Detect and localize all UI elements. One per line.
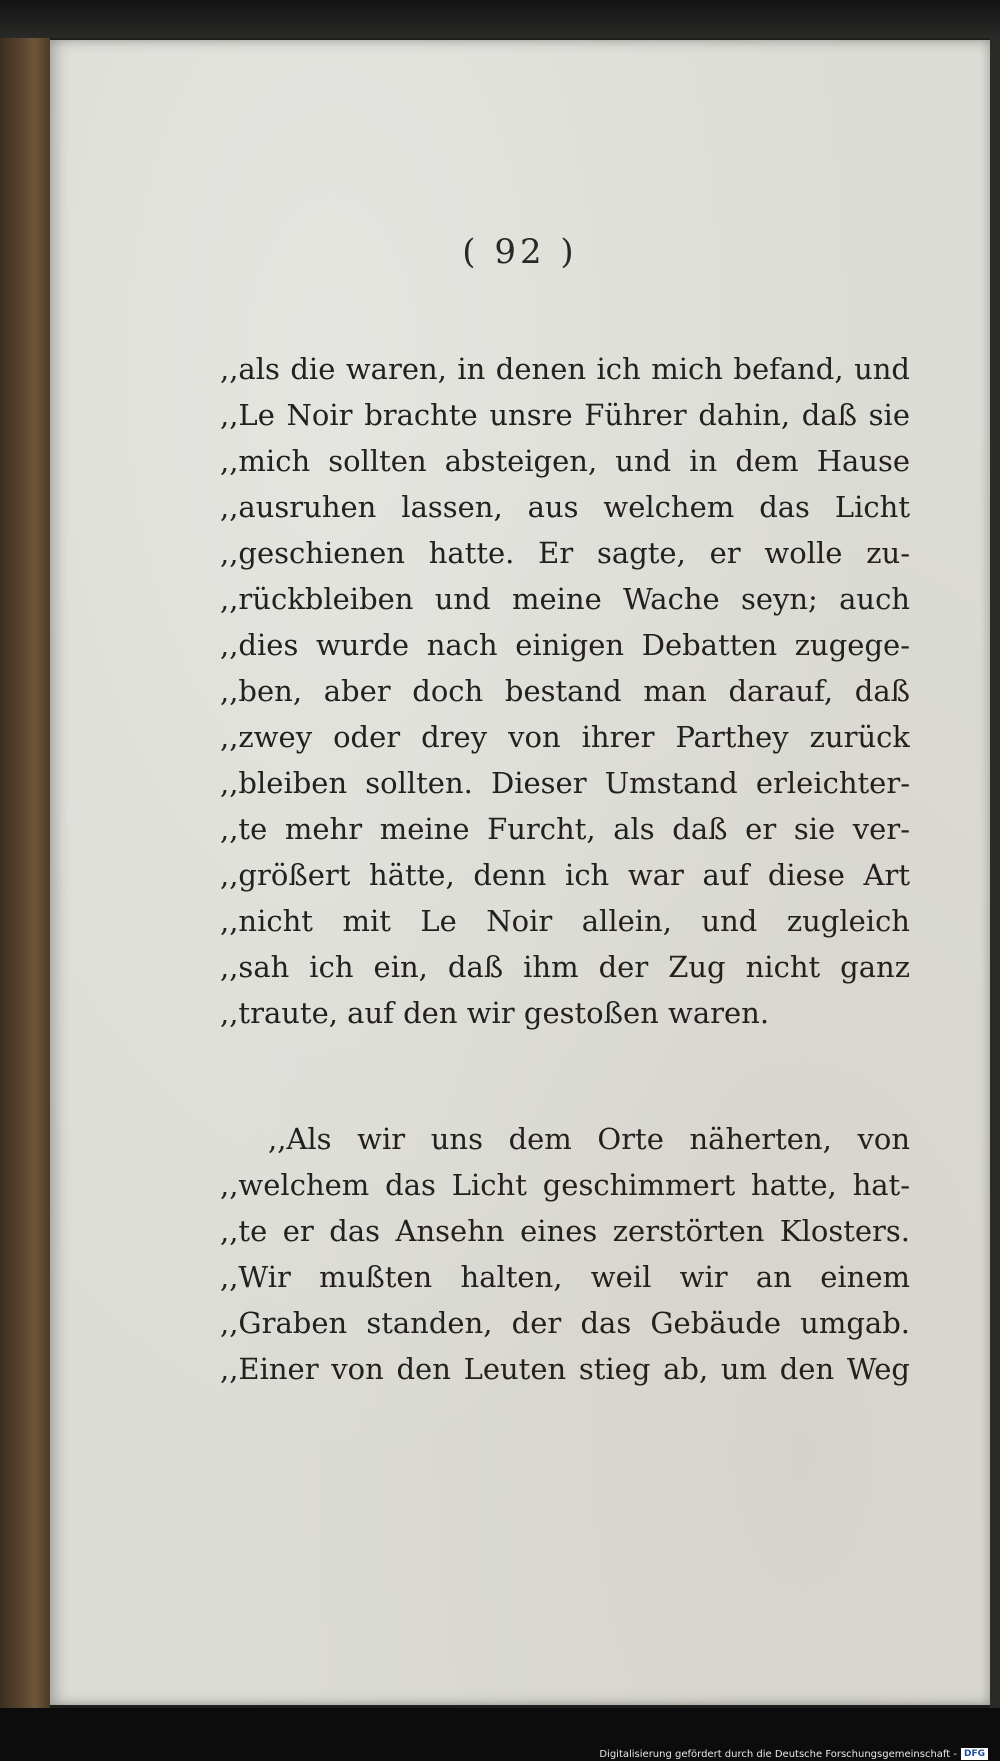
text-line: ,,zwey oder drey von ihrer Parthey zurück: [220, 720, 910, 754]
text-line: ,,Einer von den Leuten stieg ab, um den Weg: [220, 1352, 910, 1386]
book-page: [50, 40, 990, 1705]
text-line: ,,te er das Ansehn eines zerstörten Klosters.: [220, 1214, 910, 1248]
paragraph-1: [220, 346, 910, 1036]
text-line: ,,ben, aber doch bestand man darauf, daß: [220, 674, 910, 708]
text-line: ,,Graben standen, der das Gebäude umgab.: [220, 1306, 910, 1340]
text-line: ,,sah ich ein, daß ihm der Zug nicht ganz: [220, 950, 910, 984]
credit-text: Digitalisierung gefördert durch die Deutsche Forschungsgemeinschaft -: [599, 1748, 957, 1760]
text-line: ,,dies wurde nach einigen Debatten zugege-: [220, 628, 910, 662]
scan-right-edge: [990, 38, 1000, 1708]
text-line: ,,Als wir uns dem Orte näherten, von: [268, 1122, 910, 1156]
page-number: ( 92 ): [462, 232, 578, 272]
text-line: ,,geschienen hatte. Er sagte, er wolle zu-: [220, 536, 910, 570]
text-line: ,,te mehr meine Furcht, als daß er sie ver-: [220, 812, 910, 846]
text-line: ,,traute, auf den wir gestoßen waren.: [220, 996, 770, 1030]
text-line: ,,mich sollten absteigen, und in dem Hause: [220, 444, 910, 478]
text-line: ,,nicht mit Le Noir allein, und zugleich: [220, 904, 910, 938]
text-line: ,,größert hätte, denn ich war auf diese Art: [220, 858, 910, 892]
text-line: ,,Wir mußten halten, weil wir an einem: [220, 1260, 910, 1294]
text-line: ,,welchem das Licht geschimmert hatte, hat-: [220, 1168, 910, 1202]
book-spine-edge: [0, 38, 50, 1708]
text-line: ,,ausruhen lassen, aus welchem das Licht: [220, 490, 910, 524]
text-line: ,,rückbleiben und meine Wache seyn; auch: [220, 582, 910, 616]
digitization-credit: [599, 1748, 988, 1760]
text-line: ,,als die waren, in denen ich mich befand, und: [220, 352, 910, 386]
dfg-logo: DFG: [961, 1748, 988, 1760]
scan-top-band: [0, 0, 1000, 38]
text-line: ,,bleiben sollten. Dieser Umstand erleichter-: [220, 766, 910, 800]
text-line: ,,Le Noir brachte unsre Führer dahin, daß sie: [220, 398, 910, 432]
paragraph-2: [220, 1116, 910, 1392]
